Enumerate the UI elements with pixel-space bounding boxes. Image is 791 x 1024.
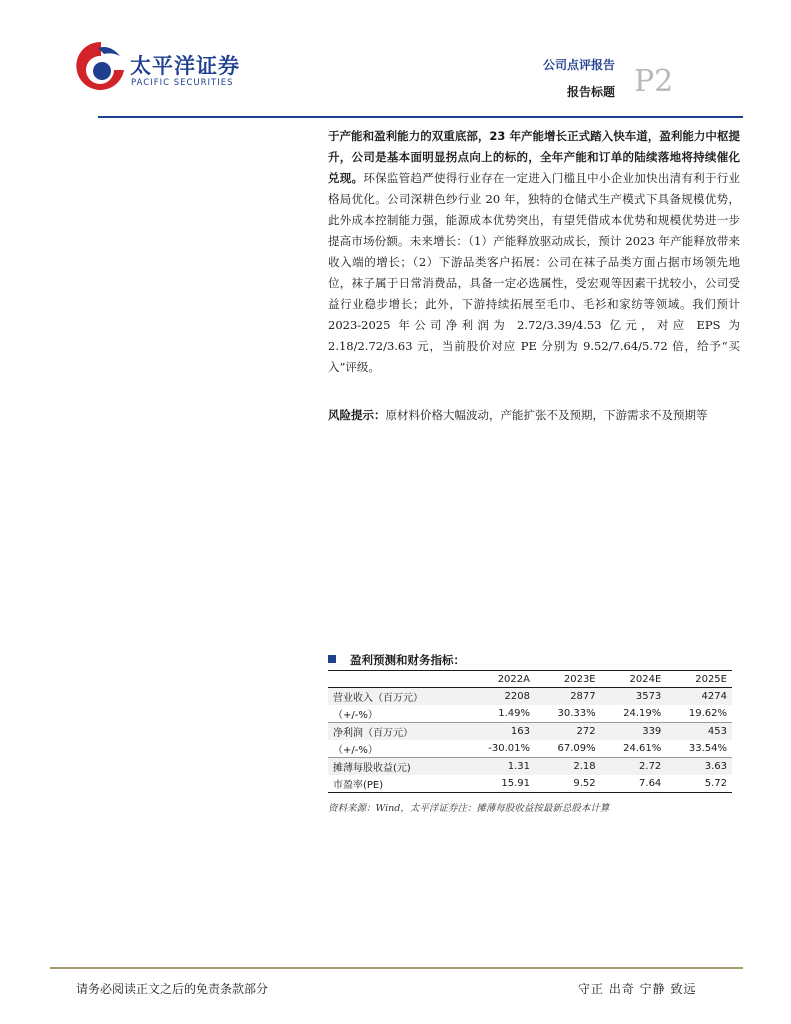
table-cell: 19.62% — [688, 708, 727, 719]
table-cell: 9.52 — [535, 775, 601, 793]
table-cell: 7.64 — [601, 775, 667, 793]
table-cell: 67.09% — [557, 743, 596, 754]
report-type: 公司点评报告 — [542, 58, 615, 72]
risk-text: 原材料价格大幅波动，产能扩张不及预期，下游需求不及预期等 — [385, 408, 708, 422]
pacific-securities-logo-icon — [76, 40, 126, 94]
analysis-text — [328, 126, 740, 378]
row-label: （+/-%） — [333, 710, 378, 721]
analysis-paragraph — [328, 126, 740, 378]
table-row — [328, 723, 732, 741]
logo-chinese-name: 太平洋证券 — [130, 54, 240, 78]
table-title: 盈利预测和财务指标： — [328, 652, 465, 668]
financial-forecast-table — [328, 670, 732, 793]
table-header-cell: 2022A — [464, 671, 535, 688]
table-row — [328, 688, 732, 706]
table-row — [328, 775, 732, 793]
table-cell: 272 — [535, 723, 601, 741]
table-cell: 2208 — [464, 688, 535, 706]
analysis-body: 环保监管趋严使得行业存在一定进入门槛且中小企业加快出清有利于行业格局优化。公司深耕色纱行业 20 年，独特的仓储式生产模式下具备规模优势，此外成本控制能力强，能源成本优势突出，有望凭借成本优势和规模优势进一步提高市场份额。未来增长：（1）产能释放驱动成长，预计 2023 年产能释放带来收入端的增长；（2）下游品类客户拓展：公司在袜子品类方面占据市场领先地位，袜子属于日常消费品，具备一定必选属性，受宏观等因素干扰较小，公司受益行业稳步增长；此外，下游持续拓展至毛巾、毛衫和家纺等领域。我们预计 2023-2025 年公司净利润为 2.72/3.39/4.53 亿元，对应 EPS 为 2.18/2.72/3.63 元，当前股价对应 PE 分别为 9.52/7.64/5.72 倍，给予“买入”评级。 — [328, 171, 741, 374]
table-cell: 1.49% — [498, 708, 530, 719]
table-cell: 30.33% — [557, 708, 596, 719]
risk-warning — [328, 405, 740, 426]
table-header-cell: 2025E — [666, 671, 732, 688]
page-number: P2 — [634, 64, 674, 99]
square-bullet-icon — [328, 655, 336, 663]
risk-label: 风险提示： — [328, 408, 386, 422]
table-row — [328, 705, 732, 723]
header-divider — [98, 116, 743, 118]
row-label: 市盈率(PE) — [328, 775, 464, 793]
table-cell: 5.72 — [666, 775, 732, 793]
table-cell: 1.31 — [464, 758, 535, 776]
table-cell: 15.91 — [464, 775, 535, 793]
company-logo — [76, 40, 246, 96]
table-header-cell: 2024E — [601, 671, 667, 688]
table-header-cell: 2023E — [535, 671, 601, 688]
row-label: 营业收入（百万元） — [328, 688, 464, 706]
table-cell: 24.61% — [623, 743, 662, 754]
table-header-row — [328, 671, 732, 688]
disclaimer-notice: 请务必阅读正文之后的免责条款部分 — [76, 982, 269, 996]
table-cell: 2.72 — [601, 758, 667, 776]
analysis-bold-intro: 于产能和盈利能力的双重底部，23 年产能增长正式踏入快车道，盈利能力中枢提升，公司是基本面明显拐点向上的标的，全年产能和订单的陆续落地将持续催化兑现。 — [328, 129, 740, 185]
table-cell: 24.19% — [623, 708, 662, 719]
table-cell: 339 — [601, 723, 667, 741]
table-cell: 2.18 — [535, 758, 601, 776]
table-cell: 3573 — [601, 688, 667, 706]
row-label: 净利润（百万元） — [328, 723, 464, 741]
table-cell: 163 — [464, 723, 535, 741]
table-row — [328, 758, 732, 776]
table-cell: 453 — [666, 723, 732, 741]
table-cell: 3.63 — [666, 758, 732, 776]
table-cell: 4274 — [666, 688, 732, 706]
table-cell: 33.54% — [688, 743, 727, 754]
table-cell: -30.01% — [488, 743, 530, 754]
row-label: （+/-%） — [333, 745, 378, 756]
table-cell: 2877 — [535, 688, 601, 706]
report-title: 报告标题 — [566, 85, 615, 99]
company-motto: 守正 出奇 宁静 致远 — [578, 982, 697, 996]
logo-english-name: PACIFIC SECURITIES — [131, 78, 234, 88]
footer-divider — [50, 967, 743, 969]
table-header-cell — [328, 671, 464, 688]
row-label: 摊薄每股收益(元) — [328, 758, 464, 776]
table-source-note: 资料来源：Wind，太平洋证券注：摊薄每股收益按最新总股本计算 — [328, 803, 610, 814]
table-row — [328, 740, 732, 758]
